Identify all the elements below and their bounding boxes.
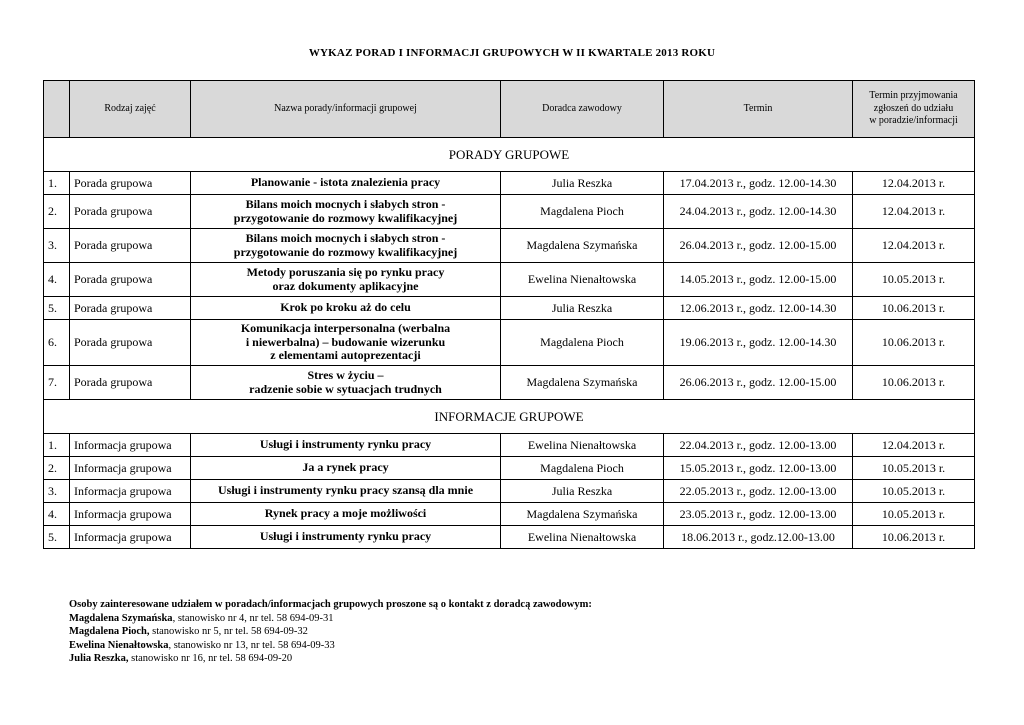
cell-name-line: Krok po kroku aż do celu	[280, 300, 411, 315]
cell-number: 1.	[44, 172, 70, 195]
cell-type: Informacja grupowa	[70, 503, 191, 526]
cell-advisor: Julia Reszka	[501, 297, 664, 320]
contact-name: Magdalena Szymańska	[69, 612, 173, 624]
cell-type: Porada grupowa	[70, 297, 191, 320]
cell-type: Informacja grupowa	[70, 457, 191, 480]
cell-deadline: 12.04.2013 r.	[853, 195, 975, 229]
cell-deadline: 12.04.2013 r.	[853, 172, 975, 195]
cell-name	[191, 457, 501, 480]
header-deadline-line: zgłoszeń do udziału	[873, 102, 954, 114]
cell-name	[191, 480, 501, 503]
cell-name-line: i niewerbalna) – budowanie wizerunku	[245, 334, 446, 349]
contact-details: stanowisko nr 5, nr tel. 58 694-09-32	[149, 626, 308, 637]
cell-name-line: Usługi i instrumenty rynku pracy	[259, 437, 432, 452]
cell-date: 17.04.2013 r., godz. 12.00-14.30	[664, 172, 853, 195]
schedule-table	[43, 80, 975, 549]
section-row	[44, 138, 975, 172]
contact-name: Magdalena Pioch,	[69, 626, 150, 637]
cell-date: 19.06.2013 r., godz. 12.00-14.30	[664, 320, 853, 366]
contact-name: Ewelina Nienałtowska	[69, 639, 169, 651]
cell-advisor: Julia Reszka	[501, 172, 664, 195]
cell-type: Informacja grupowa	[70, 434, 191, 457]
cell-number: 6.	[44, 320, 70, 366]
table-header-row	[44, 81, 975, 138]
cell-name	[191, 503, 501, 526]
table-row	[44, 195, 975, 229]
cell-name-line: przygotowanie do rozmowy kwalifikacyjnej	[233, 210, 458, 225]
header-number	[44, 81, 70, 138]
cell-name-line: Planowanie - istota znalezienia pracy	[250, 175, 441, 190]
cell-number: 1.	[44, 434, 70, 457]
cell-advisor: Magdalena Pioch	[501, 320, 664, 366]
cell-date: 22.04.2013 r., godz. 12.00-13.00	[664, 434, 853, 457]
cell-deadline: 10.06.2013 r.	[853, 320, 975, 366]
header-deadline-line: Termin przyjmowania	[869, 90, 958, 102]
cell-name	[191, 263, 501, 297]
cell-date: 18.06.2013 r., godz.12.00-13.00	[664, 526, 853, 549]
header-name: Nazwa porady/informacji grupowej	[191, 81, 501, 138]
cell-deadline: 10.05.2013 r.	[853, 480, 975, 503]
document-title: WYKAZ PORAD I INFORMACJI GRUPOWYCH W II KWARTALE 2013 ROKU	[308, 47, 716, 59]
cell-number: 5.	[44, 297, 70, 320]
header-deadline	[853, 81, 975, 138]
cell-number: 7.	[44, 366, 70, 400]
contact-details: , stanowisko nr 13, nr tel. 58 694-09-33	[168, 639, 335, 651]
table-row	[44, 320, 975, 366]
cell-name-line: przygotowanie do rozmowy kwalifikacyjnej	[233, 244, 458, 259]
cell-number: 5.	[44, 526, 70, 549]
cell-name-line: Stres w życiu –	[307, 367, 384, 382]
cell-type: Informacja grupowa	[70, 480, 191, 503]
contact-line	[69, 639, 592, 653]
cell-advisor: Magdalena Pioch	[501, 457, 664, 480]
table-row	[44, 434, 975, 457]
cell-date: 12.06.2013 r., godz. 12.00-14.30	[664, 297, 853, 320]
cell-date: 26.04.2013 r., godz. 12.00-15.00	[664, 229, 853, 263]
cell-name-line: Komunikacja interpersonalna (werbalna	[240, 320, 451, 335]
cell-type: Porada grupowa	[70, 195, 191, 229]
header-advisor: Doradca zawodowy	[501, 81, 664, 138]
section-title: PORADY GRUPOWE	[44, 138, 975, 172]
cell-deadline: 10.05.2013 r.	[853, 457, 975, 480]
contact-name: Julia Reszka,	[69, 653, 129, 664]
cell-type: Porada grupowa	[70, 172, 191, 195]
cell-name	[191, 297, 501, 320]
footer-intro: Osoby zainteresowane udziałem w poradach/informacjach grupowych proszone są o kontakt z doradcą zawodowym:	[69, 599, 592, 610]
cell-advisor: Magdalena Szymańska	[501, 229, 664, 263]
table-row	[44, 457, 975, 480]
cell-name	[191, 366, 501, 400]
cell-name-line: oraz dokumenty aplikacyjne	[272, 278, 419, 293]
cell-name	[191, 320, 501, 366]
cell-advisor: Ewelina Nienałtowska	[501, 434, 664, 457]
cell-advisor: Ewelina Nienałtowska	[501, 263, 664, 297]
header-date: Termin	[664, 81, 853, 138]
section-title: INFORMACJE GRUPOWE	[44, 400, 975, 434]
table-row	[44, 480, 975, 503]
table-row	[44, 526, 975, 549]
cell-advisor: Magdalena Szymańska	[501, 503, 664, 526]
contact-line	[69, 612, 592, 626]
table-row	[44, 229, 975, 263]
cell-deadline: 10.05.2013 r.	[853, 263, 975, 297]
contact-details: , stanowisko nr 4, nr tel. 58 694-09-31	[172, 612, 334, 624]
cell-deadline: 12.04.2013 r.	[853, 229, 975, 263]
cell-type: Porada grupowa	[70, 229, 191, 263]
table-row	[44, 172, 975, 195]
cell-deadline: 12.04.2013 r.	[853, 434, 975, 457]
cell-date: 24.04.2013 r., godz. 12.00-14.30	[664, 195, 853, 229]
cell-type: Informacja grupowa	[70, 526, 191, 549]
contact-line	[69, 625, 592, 639]
cell-name-line: Metody poruszania się po rynku pracy	[246, 264, 445, 279]
cell-name-line: Ja a rynek pracy	[302, 460, 389, 475]
cell-deadline: 10.05.2013 r.	[853, 503, 975, 526]
contact-details: stanowisko nr 16, nr tel. 58 694-09-20	[128, 653, 293, 664]
contact-footer	[69, 598, 592, 666]
table-row	[44, 297, 975, 320]
cell-name-line: Usługi i instrumenty rynku pracy	[259, 529, 432, 544]
table-row	[44, 366, 975, 400]
cell-name	[191, 229, 501, 263]
header-deadline-line: w poradzie/informacji	[869, 115, 958, 127]
cell-name-line: Bilans moich mocnych i słabych stron -	[245, 196, 446, 211]
cell-advisor: Magdalena Pioch	[501, 195, 664, 229]
cell-advisor: Ewelina Nienałtowska	[501, 526, 664, 549]
contact-line	[69, 652, 592, 666]
cell-name-line: Bilans moich mocnych i słabych stron -	[245, 230, 446, 245]
cell-number: 4.	[44, 263, 70, 297]
cell-name-line: Usługi i instrumenty rynku pracy szansą dla mnie	[217, 483, 474, 498]
cell-name	[191, 195, 501, 229]
cell-name	[191, 526, 501, 549]
cell-name-line: z elementami autoprezentacji	[270, 348, 421, 363]
cell-deadline: 10.06.2013 r.	[853, 297, 975, 320]
cell-name	[191, 172, 501, 195]
cell-date: 26.06.2013 r., godz. 12.00-15.00	[664, 366, 853, 400]
cell-advisor: Magdalena Szymańska	[501, 366, 664, 400]
table-row	[44, 263, 975, 297]
cell-number: 3.	[44, 229, 70, 263]
cell-date: 14.05.2013 r., godz. 12.00-15.00	[664, 263, 853, 297]
cell-deadline: 10.06.2013 r.	[853, 526, 975, 549]
cell-number: 4.	[44, 503, 70, 526]
cell-number: 2.	[44, 457, 70, 480]
section-row	[44, 400, 975, 434]
cell-name	[191, 434, 501, 457]
table-body	[44, 138, 975, 549]
cell-number: 3.	[44, 480, 70, 503]
cell-name-line: Rynek pracy a moje możliwości	[264, 506, 427, 521]
cell-number: 2.	[44, 195, 70, 229]
cell-date: 15.05.2013 r., godz. 12.00-13.00	[664, 457, 853, 480]
cell-advisor: Julia Reszka	[501, 480, 664, 503]
cell-type: Porada grupowa	[70, 366, 191, 400]
cell-date: 23.05.2013 r., godz. 12.00-13.00	[664, 503, 853, 526]
header-type: Rodzaj zajęć	[70, 81, 191, 138]
cell-type: Porada grupowa	[70, 263, 191, 297]
cell-type: Porada grupowa	[70, 320, 191, 366]
cell-deadline: 10.06.2013 r.	[853, 366, 975, 400]
contact-list	[69, 612, 592, 666]
table-row	[44, 503, 975, 526]
cell-name-line: radzenie sobie w sytuacjach trudnych	[249, 381, 442, 396]
cell-date: 22.05.2013 r., godz. 12.00-13.00	[664, 480, 853, 503]
